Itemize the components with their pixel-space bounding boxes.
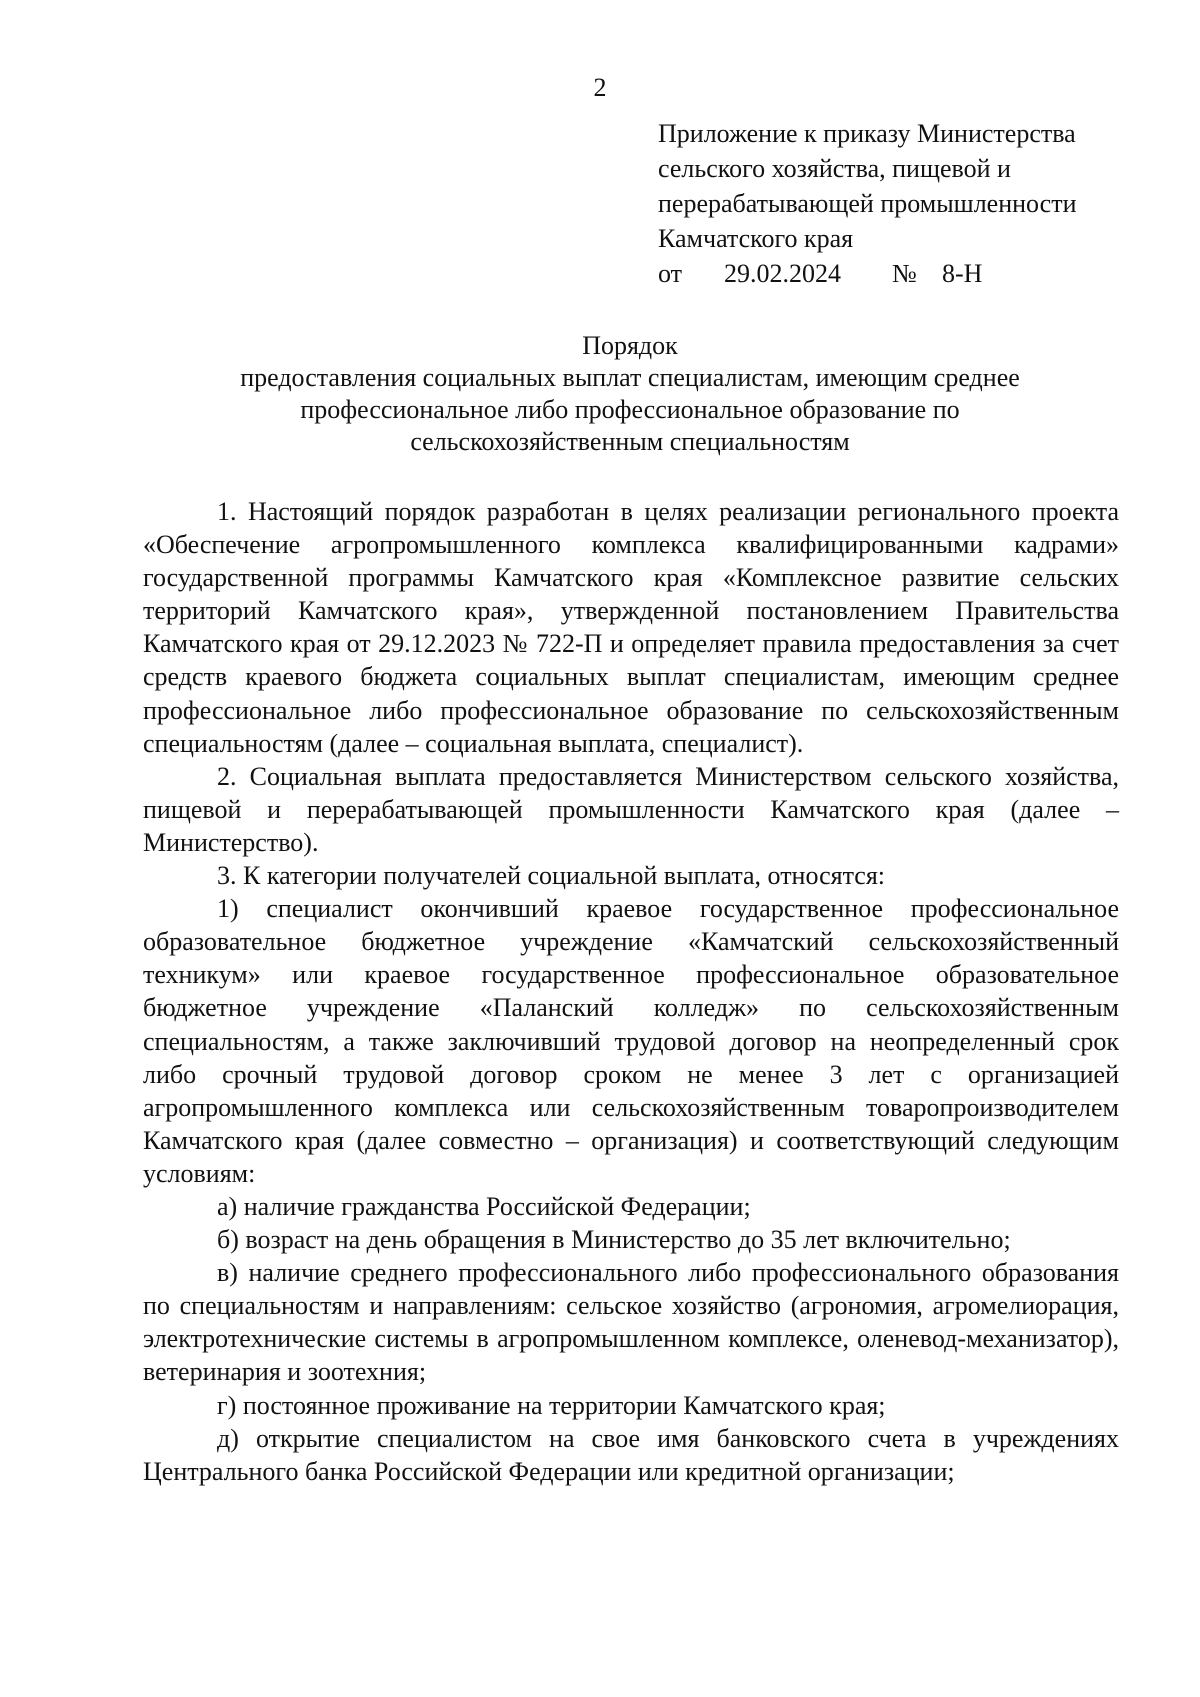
title-line: сельскохозяйственным специальностям — [410, 427, 850, 456]
appendix-block — [658, 116, 1128, 291]
title-line: профессиональное либо профессиональное образование по — [300, 395, 960, 424]
paragraph: а) наличие гражданства Российской Федерации; — [217, 1191, 751, 1221]
document-body — [143, 495, 1119, 1488]
paragraph: г) постоянное проживание на территории Камчатского края; — [217, 1390, 886, 1420]
appendix-line: перерабатывающей промышленности — [658, 189, 1077, 218]
page-number: 2 — [593, 73, 607, 102]
appendix-line: сельского хозяйства, пищевой и — [658, 154, 1011, 183]
order-date: 29.02.2024 — [724, 259, 841, 288]
order-prefix: от — [658, 259, 683, 288]
order-reference — [658, 256, 1128, 291]
document-title — [140, 330, 1120, 458]
paragraph: 1. Настоящий порядок разработан в целях реализации регионального проекта «Обеспечение агропромышленного комплекса квалифицированными кадрами» государственной программы Камчатского края «Комплексное развитие сельских территорий Камчатского края», утвержденной постановлением Правительства Камчатского края от 29.12.2023 № 722-П и определяет правила предоставления за счет средств краевого бюджета социальных выплат специалистам, имеющим среднее профессиональное либо профессиональное образование по сельскохозяйственным специальностям (далее – социальная выплата, специалист). — [143, 497, 1119, 758]
title-heading: Порядок — [582, 331, 678, 360]
paragraph: 3. К категории получателей социальной выплата, относятся: — [217, 861, 886, 891]
paragraph: 2. Социальная выплата предоставляется Министерством сельского хозяйства, пищевой и перерабатывающей промышленности Камчатского края (далее – Министерство). — [143, 761, 1119, 857]
order-number: 8-Н — [942, 259, 983, 288]
title-line: предоставления социальных выплат специалистам, имеющим среднее — [240, 363, 1020, 392]
appendix-line: Приложение к приказу Министерства — [658, 119, 1076, 148]
paragraph: в) наличие среднего профессионального либо профессионального образования по специальностям и направлениям: сельское хозяйство (агрономия, агромелиорация, электротехнические системы в агропромышленном комплексе, оленевод-механизатор), ветеринария и зоотехния; — [143, 1258, 1119, 1387]
order-number-sign: № — [892, 259, 917, 288]
paragraph: д) открытие специалистом на свое имя банковского счета в учреждениях Центрального банка Российской Федерации или кредитной организации; — [143, 1423, 1119, 1486]
appendix-line: Камчатского края — [658, 224, 854, 253]
paragraph: 1) специалист окончивший краевое государственное профессиональное образовательное бюджетное учреждение «Камчатский сельскохозяйственный техникум» или краевое государственное профессиональное образовательное бюджетное учреждение «Паланский колледж» по сельскохозяйственным специальностям, а также заключивший трудовой договор на неопределенный срок либо срочный трудовой договор сроком не менее 3 лет с организацией агропромышленного комплекса или сельскохозяйственным товаропроизводителем Камчатского края (далее совместно – организация) и соответствующий следующим условиям: — [143, 894, 1119, 1188]
paragraph: б) возраст на день обращения в Министерство до 35 лет включительно; — [217, 1225, 1011, 1255]
